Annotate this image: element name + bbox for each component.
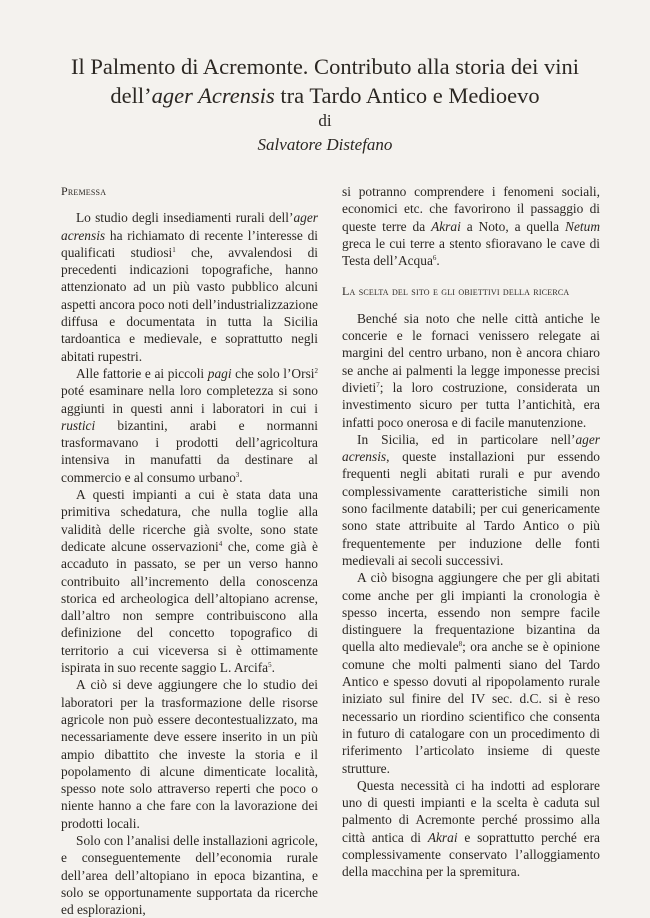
italic-term: Akrai: [431, 218, 461, 234]
author-name: Salvatore Distefano: [257, 135, 393, 154]
paragraph: [342, 310, 600, 431]
text-run: ha richiamato di recente l’interesse di qualificati studiosi: [61, 227, 318, 260]
paragraph: [342, 431, 600, 569]
text-run: che solo l’Orsi: [231, 365, 315, 381]
footnote-ref: 5: [268, 661, 272, 670]
text-run: greca le cui terre a stento sfioravano le cave di Testa dell’Acqua: [342, 235, 600, 269]
text-run: ; la loro costruzione, considerata un investimento sicuro per tutta l’antichità, era infatti poco onerosa e di facile manutenzione.: [342, 379, 600, 430]
text-run: A questi impianti a cui è stata data una primitiva schedatura, che nulla toglie alla validità delle ricerche già svolte, sono state dedicate alcune osservazioni: [61, 487, 318, 554]
text-run: si potranno comprendere i fenomeni sociali, economici etc. che favorirono il passaggio di queste terre da: [342, 184, 600, 234]
byline-di: di: [318, 111, 332, 130]
footnote-ref: 4: [218, 539, 223, 548]
paragraph: [61, 676, 318, 832]
paragraph: [342, 777, 600, 881]
paragraph-continued: [342, 183, 600, 269]
italic-term: pagi: [207, 365, 232, 381]
italic-term: Akrai: [427, 829, 458, 845]
italic-term: ager acrensis: [342, 431, 600, 465]
section-heading-scelta: La scelta del sito e gli obiettivi della ricerca: [342, 284, 570, 299]
paragraph: [61, 209, 318, 365]
text-run: .: [271, 660, 275, 676]
text-run: Alle fattorie e ai piccoli: [76, 365, 208, 381]
footnote-ref: 2: [314, 366, 318, 375]
paragraph: [61, 832, 318, 918]
text-run: , queste installazioni pur essendo frequenti negli abitati rurali e pur avendo complessivamente caratteristiche simili non sono facilmente databili; per cui genericamente sono state attribuite al Tardo Antico o più frequentemente per induzione delle fonti medievali ai secoli successivi.: [342, 449, 600, 568]
text-run: .: [239, 469, 243, 485]
footnote-ref: 7: [376, 380, 380, 389]
text-run: A ciò si deve aggiungere che lo studio dei laboratori per la trasformazione delle risorse agricole non può essere decontestualizzato, ma necessariamente deve essere inserito in un più ampio dibattito che investe la storia e il popolamento di alcune dimenticate località, spesso note solo attraverso reperti che poco o niente hanno a che fare con la lavorazione dei prodotti locali.: [61, 677, 318, 831]
left-column: [61, 183, 318, 918]
text-run: a Noto, a quella: [460, 218, 566, 234]
footnote-ref: 3: [235, 470, 240, 479]
paragraph: [342, 569, 600, 777]
text-run: poté esaminare nella loro completezza si sono aggiunti in questi anni i laboratori in cui i: [61, 383, 318, 416]
italic-term: ager acrensis: [61, 210, 318, 243]
text-run: bizantini, arabi e normanni trasformavano i prodotti dell’agricoltura intensiva in manufatti da destinare al commercio e al consumo urbano: [61, 417, 318, 485]
text-run: Solo con l’analisi delle installazioni agricole, e conseguentemente dell’economia rurale dell’area dell’altopiano in epoca bizantina, e solo se opportunamente supportata da ricerche ed esplorazioni,: [61, 832, 318, 918]
title-line-2-suffix: tra Tardo Antico e Medioevo: [274, 83, 540, 108]
text-run: A ciò bisogna aggiungere che per gli abitati come anche per gli impianti la cronologia è spesso incerta, essendo non sempre facile distinguere la frequentazione bizantina da quella alto medievale: [342, 570, 600, 655]
text-run: In Sicilia, ed in particolare nell’: [357, 431, 576, 447]
text-run: e soprattutto perché era complessivamente conservato l’alloggiamento della macchina per la spremitura.: [342, 829, 600, 880]
section-heading-premessa: Premessa: [61, 184, 107, 198]
text-run: che, come già è accaduto in passato, se per un verso hanno contribuito all’incremento della conoscenza storica ed archeologica dell’altopiano acrense, dall’altro non sempre contribuiscono alla definizione del concetto topografico di territorio a cui viceversa si è ottimamente ispirata in suo recente saggio L. Arcifa: [61, 538, 318, 676]
right-column: [342, 183, 600, 881]
text-run: .: [436, 253, 440, 269]
italic-term: rustici: [61, 417, 96, 433]
text-run: ; ora anche se è opinione comune che molti palmenti siano del Tardo Antico e spesso dovuti al ripopolamento rurale iniziato sul finire del IV sec. d.C. si è reso necessario un riordino scientifico che consenta in futuro di catalogare con un procedimento di riferimento l’articolato insieme di queste strutture.: [342, 639, 600, 776]
title-line-2-prefix: dell’: [110, 83, 152, 108]
footnote-ref: 8: [458, 640, 463, 649]
text-run: Lo studio degli insediamenti rurali dell’: [76, 210, 294, 226]
italic-term: Netum: [565, 218, 600, 234]
text-run: Benché sia noto che nelle città antiche le concerie e le fornaci venissero relegate ai margini del centro urbano, non è ancora chiaro se anche ai palmenti la legge imponesse precisi divieti: [342, 310, 600, 395]
text-run: che, avvalendosi di precedenti indicazioni topografiche, hanno attenzionato ad un più vasto pubblico alcuni aspetti ancora poco noti dell’industrializzazione diffusa e documentata in tutta la Sicilia tardoantica e medievale, e soprattutto negli abitati rupestri.: [61, 244, 318, 364]
text-run: Questa necessità ci ha indotti ad esplorare uno di questi impianti e la scelta è caduta sul palmento di Acremonte perché prossimo alla città antica di: [342, 777, 600, 845]
article-title: [40, 52, 610, 110]
footnote-ref: 1: [172, 245, 176, 254]
title-line-1: Il Palmento di Acremonte. Contributo alla storia dei vini: [70, 54, 580, 79]
paragraph: [61, 365, 318, 486]
title-line-2-italic: ager Acrensis: [151, 83, 275, 108]
footnote-ref: 6: [432, 254, 437, 263]
paragraph: [61, 486, 318, 676]
